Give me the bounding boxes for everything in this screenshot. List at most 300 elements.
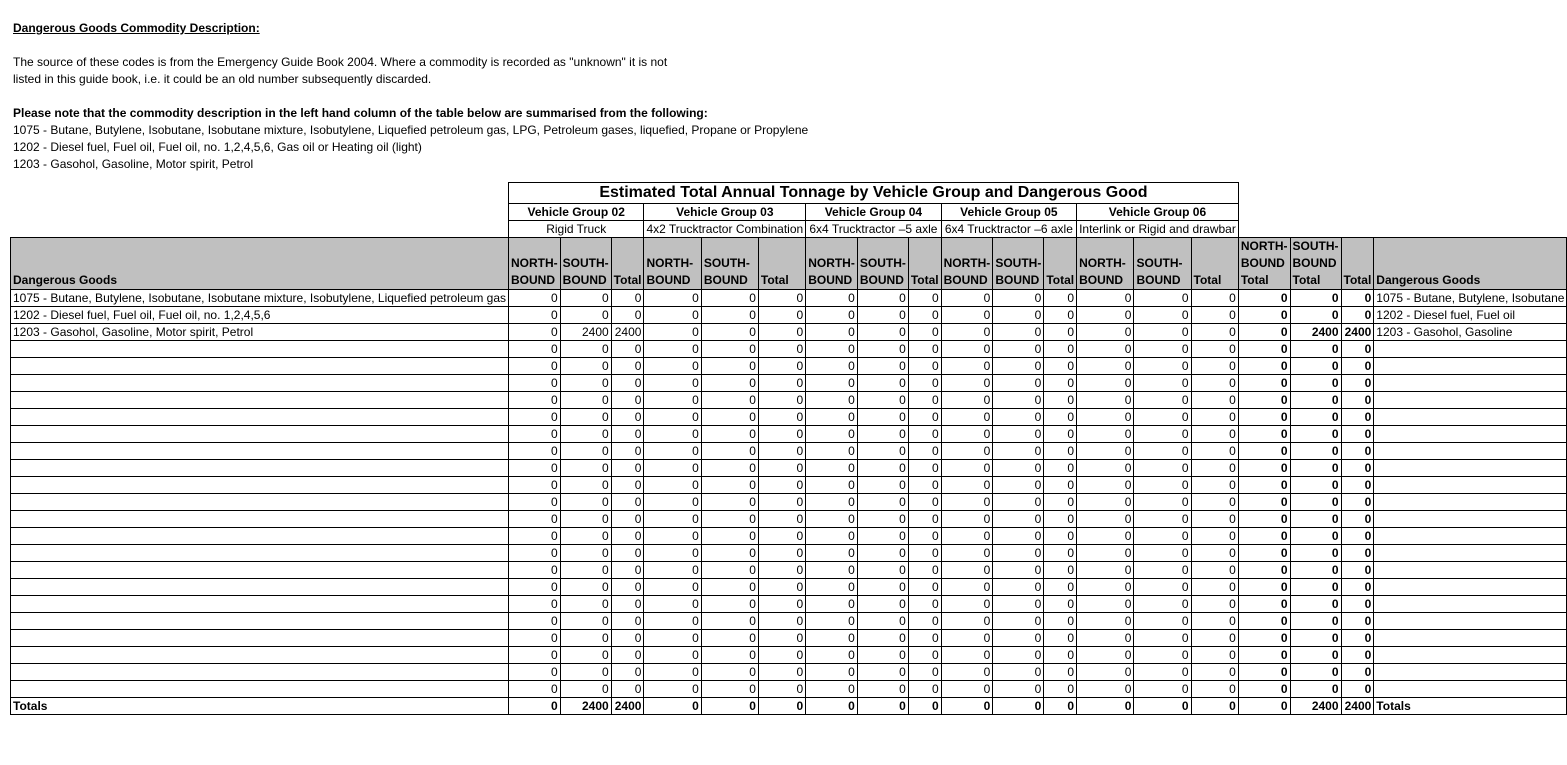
value-cell: 0 bbox=[1238, 307, 1290, 324]
value-cell: 0 bbox=[857, 307, 908, 324]
value-cell: 0 bbox=[1077, 341, 1134, 358]
row-label-right bbox=[1374, 341, 1567, 358]
value-cell: 0 bbox=[1238, 477, 1290, 494]
row-label bbox=[11, 443, 509, 460]
value-cell: 0 bbox=[611, 290, 644, 307]
vehicle-group-type: 6x4 Trucktractor –5 axle bbox=[806, 221, 941, 238]
value-cell: 0 bbox=[993, 324, 1044, 341]
value-cell: 0 bbox=[941, 443, 993, 460]
row-label: Totals bbox=[11, 698, 509, 715]
header-dangerous-goods-right: Dangerous Goods bbox=[1374, 238, 1567, 290]
value-cell: 0 bbox=[908, 664, 941, 681]
value-cell: 0 bbox=[560, 647, 611, 664]
value-cell: 0 bbox=[758, 579, 805, 596]
note-title: Please note that the commodity description in the left hand column of the table below are summarised from the following: bbox=[13, 106, 708, 120]
value-cell: 0 bbox=[1044, 307, 1077, 324]
value-cell: 0 bbox=[758, 511, 805, 528]
value-cell: 0 bbox=[1191, 494, 1238, 511]
value-cell: 0 bbox=[560, 494, 611, 511]
value-cell: 0 bbox=[1134, 528, 1191, 545]
value-cell: 0 bbox=[1341, 409, 1374, 426]
value-cell: 0 bbox=[1191, 409, 1238, 426]
value-cell: 0 bbox=[908, 392, 941, 409]
value-cell: 0 bbox=[941, 664, 993, 681]
section-heading: Dangerous Goods Commodity Description: bbox=[13, 21, 260, 35]
value-cell: 0 bbox=[857, 477, 908, 494]
value-cell: 0 bbox=[560, 443, 611, 460]
row-label-right bbox=[1374, 392, 1567, 409]
value-cell: 0 bbox=[993, 392, 1044, 409]
value-cell: 0 bbox=[1077, 664, 1134, 681]
table-row bbox=[11, 562, 1567, 579]
value-cell: 0 bbox=[993, 681, 1044, 698]
value-cell: 0 bbox=[1044, 409, 1077, 426]
row-label bbox=[11, 681, 509, 698]
value-cell: 0 bbox=[1077, 426, 1134, 443]
value-cell: 0 bbox=[941, 358, 993, 375]
value-cell: 0 bbox=[1077, 392, 1134, 409]
value-cell: 0 bbox=[857, 562, 908, 579]
value-cell: 0 bbox=[806, 443, 858, 460]
value-cell: 0 bbox=[560, 681, 611, 698]
title-row bbox=[11, 183, 1567, 204]
value-cell: 0 bbox=[644, 494, 701, 511]
value-cell: 0 bbox=[509, 341, 561, 358]
row-label-right: Totals bbox=[1374, 698, 1567, 715]
value-cell: 0 bbox=[611, 460, 644, 477]
value-cell: 0 bbox=[1077, 290, 1134, 307]
row-label bbox=[11, 375, 509, 392]
value-cell: 0 bbox=[644, 307, 701, 324]
header-northbound: NORTH-BOUND bbox=[806, 238, 858, 290]
value-cell: 0 bbox=[611, 681, 644, 698]
value-cell: 0 bbox=[941, 375, 993, 392]
value-cell: 0 bbox=[758, 392, 805, 409]
value-cell: 0 bbox=[560, 630, 611, 647]
value-cell: 0 bbox=[993, 511, 1044, 528]
value-cell: 0 bbox=[1238, 545, 1290, 562]
value-cell: 0 bbox=[1238, 426, 1290, 443]
value-cell: 0 bbox=[1134, 460, 1191, 477]
value-cell: 0 bbox=[560, 426, 611, 443]
value-cell: 0 bbox=[1044, 545, 1077, 562]
value-cell: 0 bbox=[806, 358, 858, 375]
header-northbound: NORTH-BOUND bbox=[509, 238, 561, 290]
value-cell: 0 bbox=[1044, 341, 1077, 358]
value-cell: 0 bbox=[941, 494, 993, 511]
table-row bbox=[11, 426, 1567, 443]
value-cell: 0 bbox=[1341, 290, 1374, 307]
value-cell: 0 bbox=[560, 545, 611, 562]
value-cell: 0 bbox=[993, 341, 1044, 358]
row-label bbox=[11, 511, 509, 528]
value-cell: 0 bbox=[806, 324, 858, 341]
value-cell: 0 bbox=[908, 290, 941, 307]
value-cell: 0 bbox=[611, 613, 644, 630]
value-cell: 0 bbox=[509, 647, 561, 664]
value-cell: 0 bbox=[993, 494, 1044, 511]
value-cell: 0 bbox=[1341, 341, 1374, 358]
value-cell: 0 bbox=[1134, 341, 1191, 358]
value-cell: 0 bbox=[857, 698, 908, 715]
value-cell: 0 bbox=[1290, 392, 1341, 409]
row-label-right bbox=[1374, 460, 1567, 477]
vehicle-group-type: 4x2 Trucktractor Combination bbox=[644, 221, 806, 238]
value-cell: 0 bbox=[1134, 698, 1191, 715]
value-cell: 0 bbox=[806, 579, 858, 596]
row-label bbox=[11, 647, 509, 664]
value-cell: 0 bbox=[1134, 664, 1191, 681]
value-cell: 0 bbox=[1077, 613, 1134, 630]
row-label bbox=[11, 358, 509, 375]
value-cell: 0 bbox=[806, 307, 858, 324]
value-cell: 0 bbox=[1077, 630, 1134, 647]
value-cell: 0 bbox=[941, 647, 993, 664]
value-cell: 0 bbox=[1341, 307, 1374, 324]
value-cell: 0 bbox=[1191, 511, 1238, 528]
value-cell: 0 bbox=[758, 545, 805, 562]
row-label-right bbox=[1374, 596, 1567, 613]
value-cell: 0 bbox=[993, 545, 1044, 562]
value-cell: 0 bbox=[1341, 392, 1374, 409]
value-cell: 0 bbox=[1191, 528, 1238, 545]
header-southbound-total: SOUTH-BOUND Total bbox=[1290, 238, 1341, 290]
row-label-right bbox=[1374, 545, 1567, 562]
value-cell: 0 bbox=[701, 698, 758, 715]
value-cell: 0 bbox=[1191, 477, 1238, 494]
value-cell: 0 bbox=[1077, 511, 1134, 528]
vehicle-group-name: Vehicle Group 02 bbox=[509, 204, 644, 221]
row-label bbox=[11, 409, 509, 426]
value-cell: 0 bbox=[611, 409, 644, 426]
value-cell: 0 bbox=[758, 681, 805, 698]
value-cell: 0 bbox=[1191, 443, 1238, 460]
header-northbound: NORTH-BOUND bbox=[941, 238, 993, 290]
value-cell: 0 bbox=[1191, 664, 1238, 681]
row-label bbox=[11, 596, 509, 613]
value-cell: 0 bbox=[611, 358, 644, 375]
value-cell: 0 bbox=[701, 324, 758, 341]
value-cell: 0 bbox=[560, 596, 611, 613]
value-cell: 0 bbox=[509, 579, 561, 596]
row-label-right bbox=[1374, 443, 1567, 460]
value-cell: 0 bbox=[701, 664, 758, 681]
value-cell: 0 bbox=[1341, 596, 1374, 613]
row-label bbox=[11, 613, 509, 630]
value-cell: 0 bbox=[644, 647, 701, 664]
row-label: 1203 - Gasohol, Gasoline, Motor spirit, Petrol bbox=[11, 324, 509, 341]
value-cell: 0 bbox=[1341, 511, 1374, 528]
table-row bbox=[11, 409, 1567, 426]
value-cell: 0 bbox=[806, 630, 858, 647]
value-cell: 0 bbox=[1290, 409, 1341, 426]
value-cell: 0 bbox=[644, 562, 701, 579]
spacer-cell bbox=[11, 204, 509, 221]
value-cell: 0 bbox=[941, 596, 993, 613]
value-cell: 0 bbox=[560, 392, 611, 409]
value-cell: 0 bbox=[701, 681, 758, 698]
value-cell: 0 bbox=[908, 511, 941, 528]
value-cell: 0 bbox=[701, 443, 758, 460]
value-cell: 0 bbox=[993, 647, 1044, 664]
value-cell: 0 bbox=[1238, 324, 1290, 341]
value-cell: 0 bbox=[1044, 664, 1077, 681]
value-cell: 0 bbox=[1290, 545, 1341, 562]
value-cell: 0 bbox=[611, 426, 644, 443]
value-cell: 0 bbox=[806, 392, 858, 409]
value-cell: 0 bbox=[758, 290, 805, 307]
row-label-right bbox=[1374, 409, 1567, 426]
value-cell: 0 bbox=[1077, 528, 1134, 545]
table-row bbox=[11, 511, 1567, 528]
value-cell: 0 bbox=[908, 528, 941, 545]
value-cell: 0 bbox=[1191, 307, 1238, 324]
value-cell: 0 bbox=[1238, 392, 1290, 409]
value-cell: 0 bbox=[941, 392, 993, 409]
value-cell: 2400 bbox=[1341, 324, 1374, 341]
value-cell: 0 bbox=[1341, 358, 1374, 375]
value-cell: 0 bbox=[857, 290, 908, 307]
value-cell: 0 bbox=[941, 460, 993, 477]
value-cell: 0 bbox=[701, 290, 758, 307]
row-label bbox=[11, 579, 509, 596]
value-cell: 0 bbox=[644, 528, 701, 545]
value-cell: 0 bbox=[941, 324, 993, 341]
value-cell: 0 bbox=[1238, 443, 1290, 460]
value-cell: 0 bbox=[806, 426, 858, 443]
value-cell: 0 bbox=[908, 426, 941, 443]
value-cell: 0 bbox=[1134, 545, 1191, 562]
row-label-right bbox=[1374, 647, 1567, 664]
row-label: 1075 - Butane, Butylene, Isobutane, Isobutane mixture, Isobutylene, Liquefied petroleum gas bbox=[11, 290, 509, 307]
value-cell: 0 bbox=[1238, 647, 1290, 664]
value-cell: 0 bbox=[1238, 460, 1290, 477]
value-cell: 0 bbox=[701, 426, 758, 443]
value-cell: 0 bbox=[993, 290, 1044, 307]
column-header-row bbox=[11, 238, 1567, 290]
value-cell: 0 bbox=[908, 477, 941, 494]
value-cell: 0 bbox=[1238, 596, 1290, 613]
value-cell: 0 bbox=[1290, 511, 1341, 528]
code-line-1203: 1203 - Gasohol, Gasoline, Motor spirit, Petrol bbox=[13, 157, 254, 171]
row-label-right bbox=[1374, 426, 1567, 443]
value-cell: 0 bbox=[1077, 460, 1134, 477]
spacer-cell bbox=[11, 221, 509, 238]
header-southbound: SOUTH-BOUND bbox=[1134, 238, 1191, 290]
value-cell: 0 bbox=[941, 477, 993, 494]
value-cell: 0 bbox=[644, 392, 701, 409]
value-cell: 0 bbox=[611, 443, 644, 460]
value-cell: 0 bbox=[644, 613, 701, 630]
table-row bbox=[11, 324, 1567, 341]
value-cell: 0 bbox=[701, 613, 758, 630]
value-cell: 0 bbox=[1290, 358, 1341, 375]
value-cell: 0 bbox=[941, 426, 993, 443]
value-cell: 2400 bbox=[560, 698, 611, 715]
row-label bbox=[11, 460, 509, 477]
value-cell: 0 bbox=[1134, 596, 1191, 613]
value-cell: 0 bbox=[644, 409, 701, 426]
value-cell: 0 bbox=[611, 494, 644, 511]
table-title: Estimated Total Annual Tonnage by Vehicle Group and Dangerous Good bbox=[509, 183, 1239, 204]
value-cell: 0 bbox=[1290, 613, 1341, 630]
value-cell: 0 bbox=[1077, 545, 1134, 562]
row-label: 1202 - Diesel fuel, Fuel oil, Fuel oil, no. 1,2,4,5,6 bbox=[11, 307, 509, 324]
value-cell: 0 bbox=[941, 290, 993, 307]
value-cell: 0 bbox=[1134, 375, 1191, 392]
value-cell: 0 bbox=[701, 494, 758, 511]
header-northbound-total: NORTH-BOUND Total bbox=[1238, 238, 1290, 290]
value-cell: 0 bbox=[644, 375, 701, 392]
value-cell: 0 bbox=[1238, 528, 1290, 545]
value-cell: 0 bbox=[1077, 698, 1134, 715]
value-cell: 0 bbox=[701, 630, 758, 647]
value-cell: 0 bbox=[644, 664, 701, 681]
value-cell: 0 bbox=[806, 511, 858, 528]
value-cell: 0 bbox=[644, 545, 701, 562]
header-northbound: NORTH-BOUND bbox=[644, 238, 701, 290]
value-cell: 0 bbox=[1044, 443, 1077, 460]
vehicle-group-name: Vehicle Group 03 bbox=[644, 204, 806, 221]
value-cell: 0 bbox=[1044, 375, 1077, 392]
value-cell: 0 bbox=[1077, 375, 1134, 392]
value-cell: 0 bbox=[857, 358, 908, 375]
group-name-row bbox=[11, 204, 1567, 221]
value-cell: 0 bbox=[1341, 613, 1374, 630]
value-cell: 0 bbox=[806, 596, 858, 613]
value-cell: 0 bbox=[644, 443, 701, 460]
value-cell: 0 bbox=[701, 647, 758, 664]
value-cell: 0 bbox=[644, 341, 701, 358]
value-cell: 0 bbox=[993, 579, 1044, 596]
value-cell: 0 bbox=[1134, 307, 1191, 324]
value-cell: 0 bbox=[857, 630, 908, 647]
value-cell: 0 bbox=[857, 545, 908, 562]
vehicle-group-type: Interlink or Rigid and drawbar bbox=[1077, 221, 1239, 238]
value-cell: 0 bbox=[701, 477, 758, 494]
value-cell: 2400 bbox=[560, 324, 611, 341]
value-cell: 0 bbox=[1238, 562, 1290, 579]
value-cell: 0 bbox=[701, 596, 758, 613]
value-cell: 0 bbox=[993, 443, 1044, 460]
value-cell: 0 bbox=[1290, 562, 1341, 579]
value-cell: 0 bbox=[857, 460, 908, 477]
value-cell: 0 bbox=[1290, 630, 1341, 647]
value-cell: 0 bbox=[1238, 613, 1290, 630]
value-cell: 0 bbox=[509, 307, 561, 324]
value-cell: 0 bbox=[1077, 409, 1134, 426]
value-cell: 0 bbox=[806, 528, 858, 545]
value-cell: 0 bbox=[644, 630, 701, 647]
value-cell: 0 bbox=[701, 375, 758, 392]
value-cell: 0 bbox=[758, 426, 805, 443]
value-cell: 0 bbox=[1191, 460, 1238, 477]
value-cell: 0 bbox=[1044, 647, 1077, 664]
value-cell: 0 bbox=[941, 562, 993, 579]
value-cell: 0 bbox=[1290, 460, 1341, 477]
value-cell: 0 bbox=[1290, 375, 1341, 392]
value-cell: 0 bbox=[758, 494, 805, 511]
row-label bbox=[11, 545, 509, 562]
value-cell: 0 bbox=[1134, 562, 1191, 579]
value-cell: 0 bbox=[1191, 630, 1238, 647]
value-cell: 0 bbox=[1238, 664, 1290, 681]
value-cell: 0 bbox=[941, 528, 993, 545]
value-cell: 0 bbox=[1191, 545, 1238, 562]
header-total: Total bbox=[1044, 238, 1077, 290]
value-cell: 0 bbox=[1341, 477, 1374, 494]
value-cell: 0 bbox=[1134, 324, 1191, 341]
value-cell: 0 bbox=[701, 460, 758, 477]
spacer-cell bbox=[11, 183, 509, 204]
value-cell: 0 bbox=[941, 307, 993, 324]
value-cell: 2400 bbox=[1290, 324, 1341, 341]
value-cell: 0 bbox=[644, 426, 701, 443]
value-cell: 0 bbox=[611, 375, 644, 392]
value-cell: 0 bbox=[993, 477, 1044, 494]
value-cell: 0 bbox=[1191, 596, 1238, 613]
value-cell: 0 bbox=[1044, 426, 1077, 443]
value-cell: 0 bbox=[857, 664, 908, 681]
value-cell: 0 bbox=[560, 375, 611, 392]
code-line-1075: 1075 - Butane, Butylene, Isobutane, Isobutane mixture, Isobutylene, Liquefied petroleum gas, LPG, Petroleum gases, liquefied, Propane or Propylene bbox=[13, 123, 809, 137]
value-cell: 0 bbox=[1077, 358, 1134, 375]
value-cell: 0 bbox=[701, 562, 758, 579]
value-cell: 0 bbox=[908, 460, 941, 477]
value-cell: 0 bbox=[1134, 477, 1191, 494]
table-row bbox=[11, 443, 1567, 460]
value-cell: 0 bbox=[1191, 698, 1238, 715]
value-cell: 0 bbox=[758, 562, 805, 579]
value-cell: 0 bbox=[1044, 477, 1077, 494]
value-cell: 0 bbox=[509, 392, 561, 409]
value-cell: 0 bbox=[1134, 358, 1191, 375]
header-dangerous-goods: Dangerous Goods bbox=[11, 238, 509, 290]
group-type-row bbox=[11, 221, 1567, 238]
value-cell: 0 bbox=[1341, 681, 1374, 698]
value-cell: 0 bbox=[908, 409, 941, 426]
value-cell: 0 bbox=[611, 647, 644, 664]
row-label-right bbox=[1374, 664, 1567, 681]
table-row bbox=[11, 545, 1567, 562]
value-cell: 0 bbox=[611, 341, 644, 358]
value-cell: 0 bbox=[941, 409, 993, 426]
value-cell: 0 bbox=[806, 477, 858, 494]
value-cell: 0 bbox=[1341, 528, 1374, 545]
tonnage-table bbox=[10, 182, 1567, 715]
value-cell: 0 bbox=[908, 494, 941, 511]
value-cell: 0 bbox=[611, 511, 644, 528]
value-cell: 0 bbox=[1044, 681, 1077, 698]
value-cell: 0 bbox=[644, 290, 701, 307]
vehicle-group-type: Rigid Truck bbox=[509, 221, 644, 238]
value-cell: 0 bbox=[1341, 545, 1374, 562]
value-cell: 0 bbox=[509, 511, 561, 528]
value-cell: 0 bbox=[560, 528, 611, 545]
value-cell: 0 bbox=[1077, 562, 1134, 579]
value-cell: 0 bbox=[758, 596, 805, 613]
table-row bbox=[11, 375, 1567, 392]
row-label bbox=[11, 562, 509, 579]
value-cell: 0 bbox=[857, 494, 908, 511]
value-cell: 0 bbox=[758, 528, 805, 545]
value-cell: 0 bbox=[758, 664, 805, 681]
value-cell: 0 bbox=[1290, 681, 1341, 698]
value-cell: 0 bbox=[644, 477, 701, 494]
row-label-right bbox=[1374, 494, 1567, 511]
value-cell: 0 bbox=[560, 341, 611, 358]
table-row bbox=[11, 290, 1567, 307]
